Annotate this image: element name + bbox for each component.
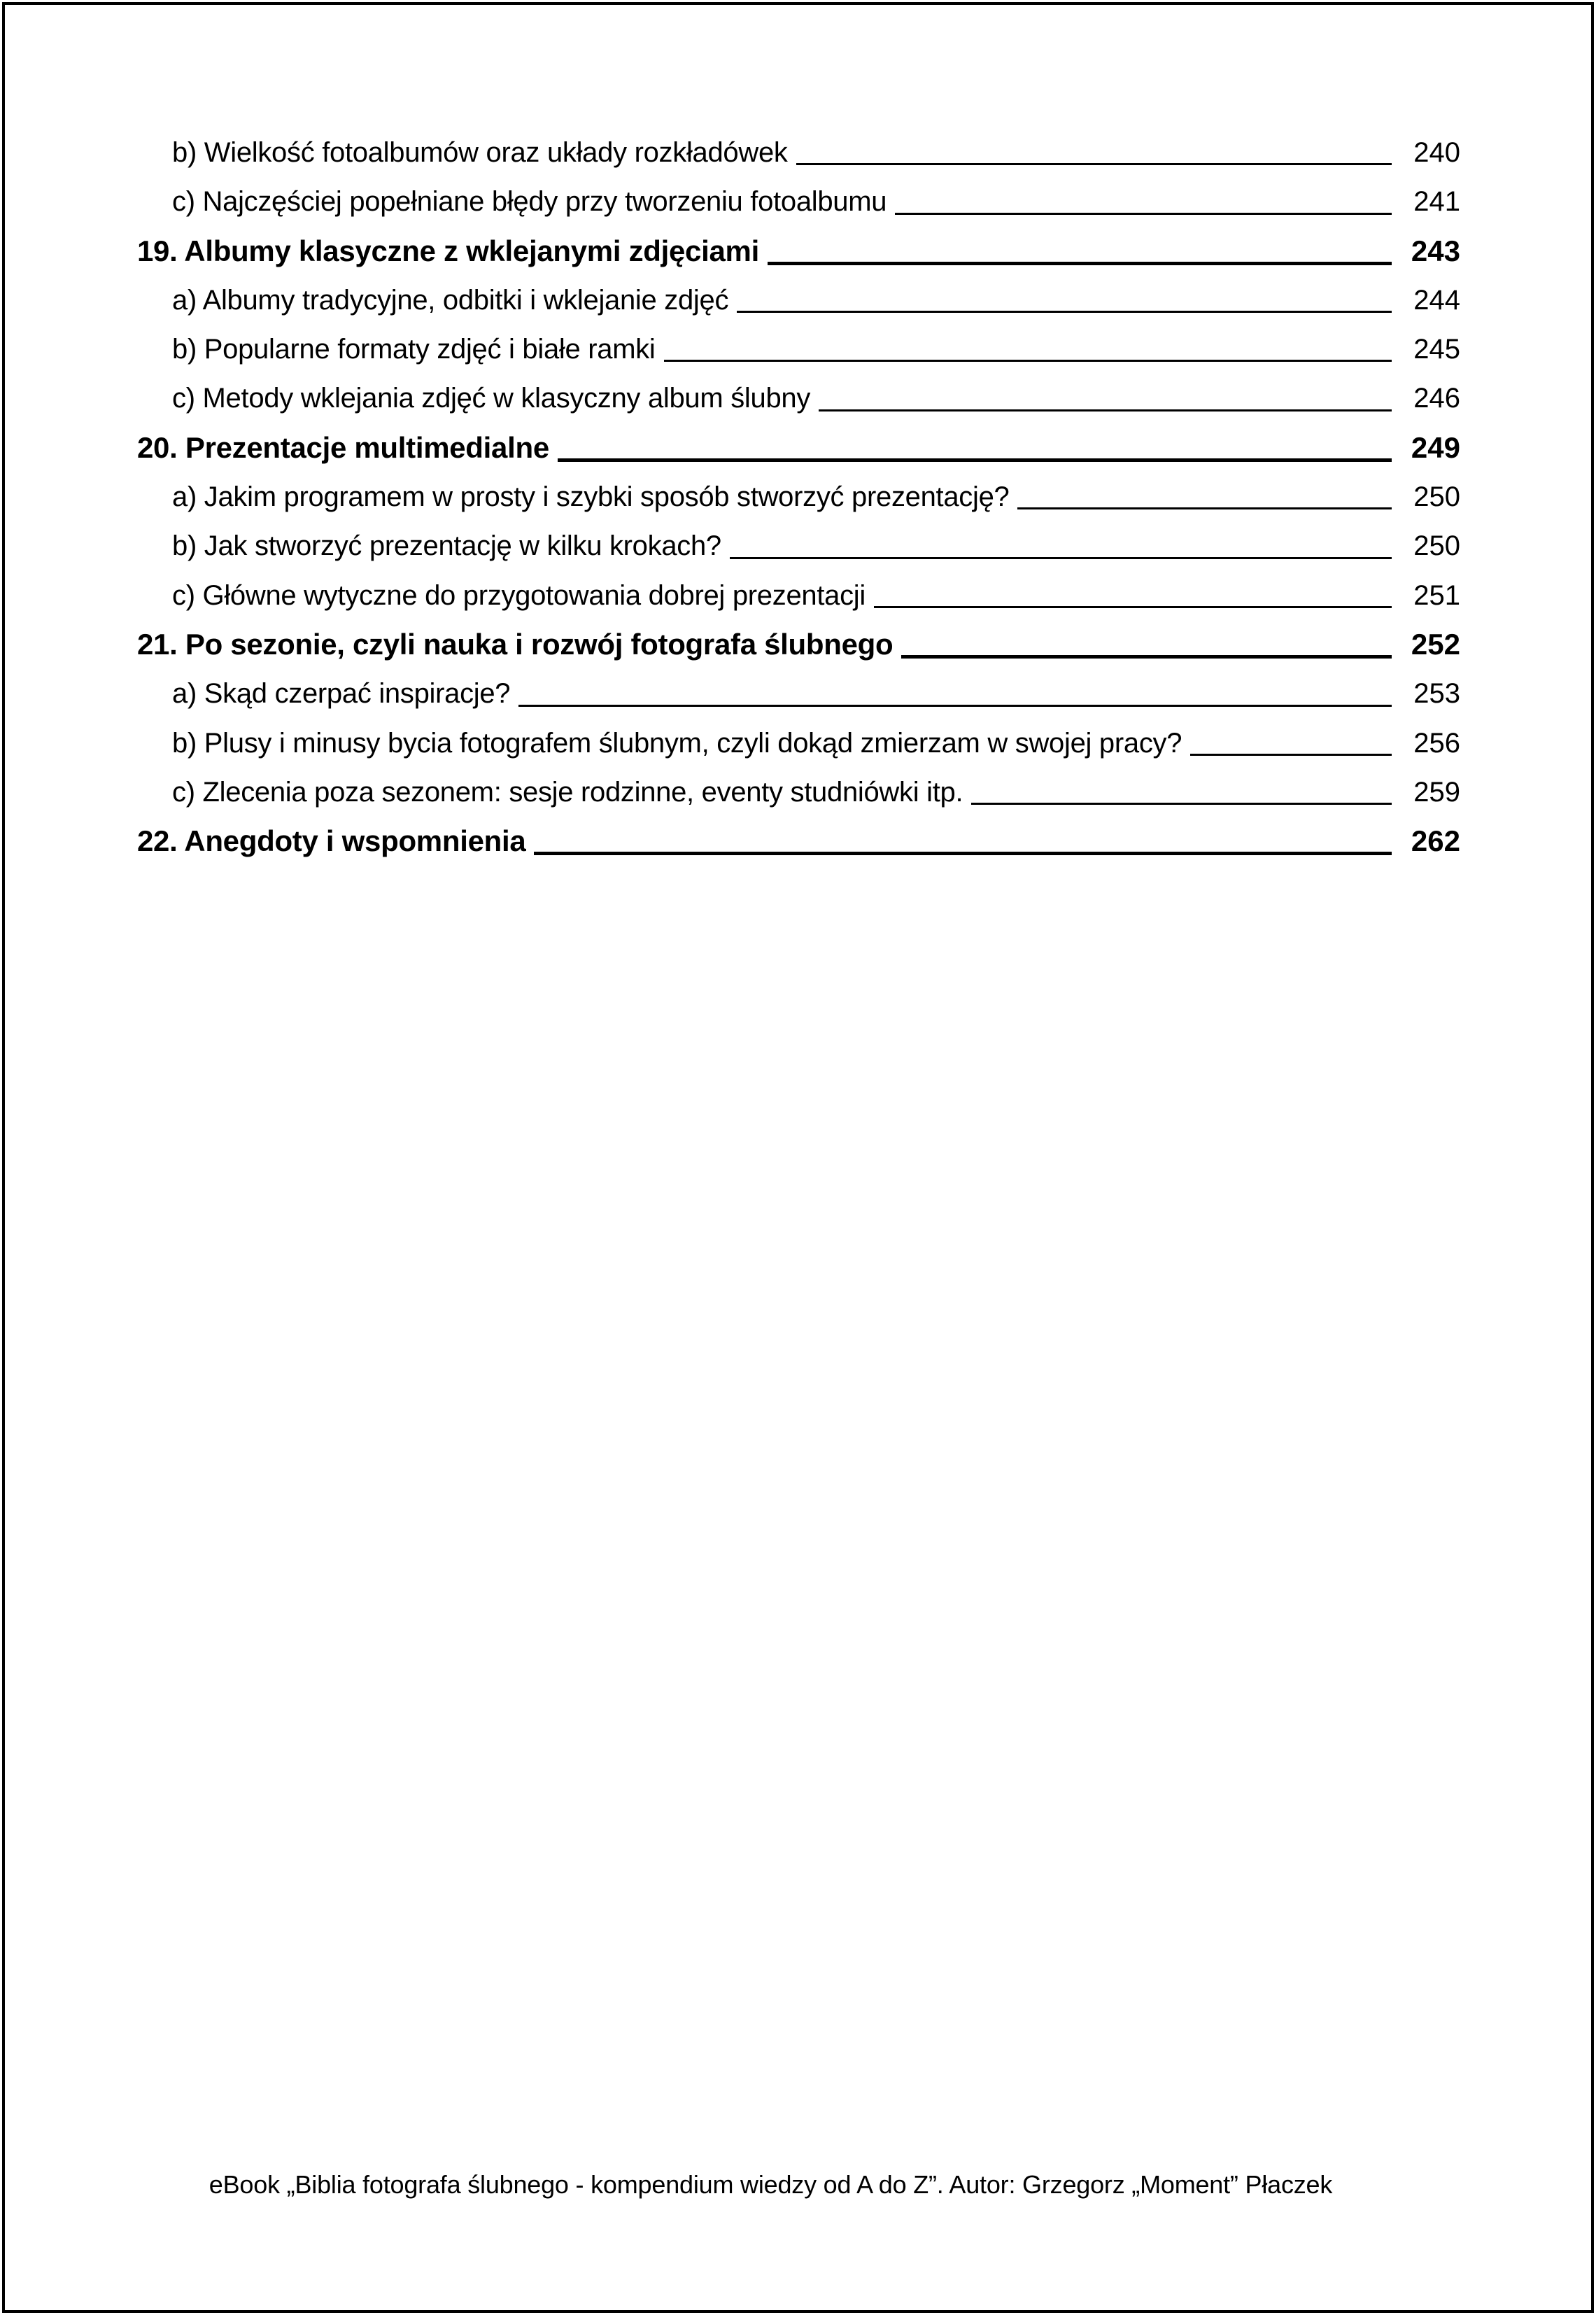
toc-leader-line <box>558 458 1392 462</box>
toc-entry-label: c) Zlecenia poza sezonem: sesje rodzinne, eventy studniówki itp. <box>172 776 963 808</box>
toc-entry-label: 21. Po sezonie, czyli nauka i rozwój fotografa ślubnego <box>137 627 894 661</box>
toc-page-number: 256 <box>1413 727 1460 759</box>
toc-leader-line <box>1017 507 1392 509</box>
toc-entry <box>137 423 1460 472</box>
toc-entry <box>137 571 1460 620</box>
toc-entry-label: b) Plusy i minusy bycia fotografem ślubnym, czyli dokąd zmierzam w swojej pracy? <box>172 727 1182 759</box>
toc-entry <box>137 521 1460 570</box>
toc-leader-line <box>874 606 1392 608</box>
toc-leader-line <box>664 360 1392 362</box>
footer-credit: eBook „Biblia fotografa ślubnego - kompendium wiedzy od A do Z”. Autor: Grzegorz „Moment” Płaczek <box>209 2170 1333 2199</box>
toc-entry-label: 22. Anegdoty i wspomnienia <box>137 824 526 858</box>
toc-entry <box>137 768 1460 817</box>
toc-entry <box>137 227 1460 276</box>
toc-entry <box>137 128 1460 177</box>
toc-leader-line <box>901 655 1392 659</box>
toc-leader-line <box>518 705 1392 707</box>
toc-entry-label: b) Jak stworzyć prezentację w kilku krokach? <box>172 530 721 562</box>
toc-page-number: 249 <box>1411 430 1460 464</box>
toc-page-number: 252 <box>1411 627 1460 661</box>
toc-entry <box>137 325 1460 374</box>
toc-leader-line <box>895 213 1392 215</box>
toc-leader-line <box>796 163 1392 165</box>
toc-entry-label: a) Skąd czerpać inspiracje? <box>172 678 511 710</box>
toc-entry <box>137 276 1460 325</box>
toc-entry-label: a) Albumy tradycyjne, odbitki i wklejanie zdjęć <box>172 284 729 316</box>
toc-entry <box>137 177 1460 226</box>
toc-entry <box>137 817 1460 866</box>
toc-entry-label: b) Popularne formaty zdjęć i białe ramki <box>172 334 656 365</box>
toc-page-number: 253 <box>1413 678 1460 710</box>
toc-page-number: 250 <box>1413 530 1460 562</box>
toc-page-number: 250 <box>1413 481 1460 513</box>
toc-leader-line <box>971 803 1392 805</box>
toc-entry-label: 19. Albumy klasyczne z wklejanymi zdjęciami <box>137 234 759 267</box>
toc-page-number: 243 <box>1411 234 1460 267</box>
toc-entry <box>137 472 1460 521</box>
toc-entry <box>137 669 1460 718</box>
toc-page-number: 259 <box>1413 776 1460 808</box>
toc-page-number: 245 <box>1413 334 1460 365</box>
toc-entry-label: c) Metody wklejania zdjęć w klasyczny album ślubny <box>172 383 811 414</box>
toc-leader-line <box>1190 754 1392 756</box>
toc-leader-line <box>534 852 1392 855</box>
toc-entry <box>137 719 1460 768</box>
toc-page-number: 246 <box>1413 383 1460 414</box>
toc-entry-label: c) Najczęściej popełniane błędy przy tworzeniu fotoalbumu <box>172 186 887 218</box>
toc-entry-label: 20. Prezentacje multimedialne <box>137 430 549 464</box>
toc-entry-label: c) Główne wytyczne do przygotowania dobrej prezentacji <box>172 579 866 611</box>
toc-page-number: 240 <box>1413 137 1460 168</box>
toc-entry <box>137 374 1460 423</box>
toc-page-number: 244 <box>1413 284 1460 316</box>
toc-entry-label: b) Wielkość fotoalbumów oraz układy rozkładówek <box>172 137 788 168</box>
toc-leader-line <box>737 311 1392 313</box>
table-of-contents <box>137 128 1460 866</box>
toc-page-number: 241 <box>1413 186 1460 218</box>
toc-entry <box>137 620 1460 669</box>
toc-leader-line <box>819 409 1392 411</box>
toc-leader-line <box>730 557 1392 559</box>
toc-page-number: 262 <box>1411 824 1460 858</box>
toc-leader-line <box>768 262 1392 265</box>
toc-page-number: 251 <box>1413 579 1460 611</box>
toc-entry-label: a) Jakim programem w prosty i szybki sposób stworzyć prezentację? <box>172 481 1010 513</box>
